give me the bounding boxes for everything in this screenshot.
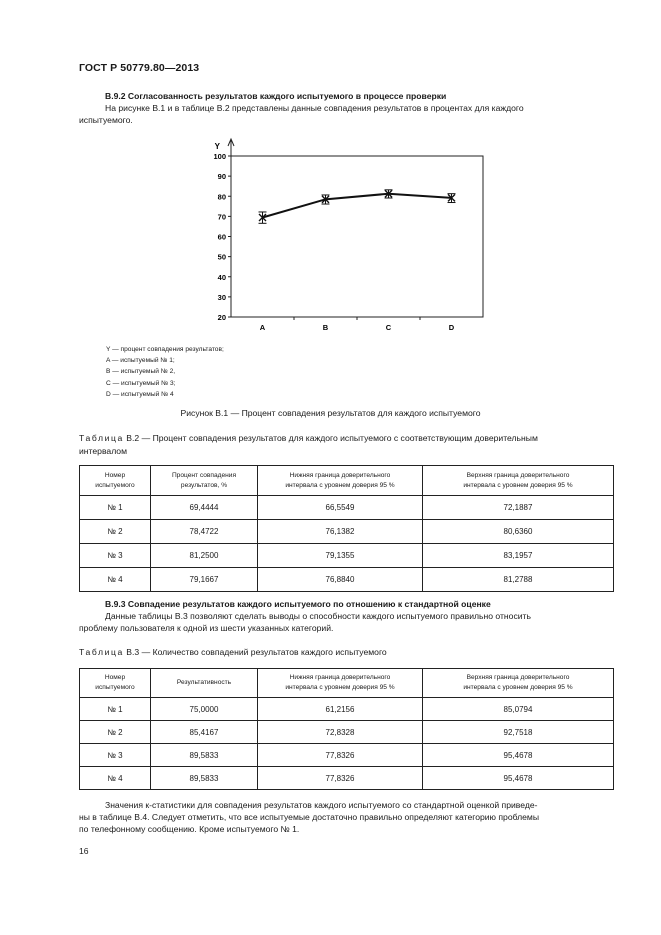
figure-legend bbox=[106, 344, 224, 400]
table-b3-cell: № 2 bbox=[80, 721, 151, 744]
y-tick-label: 40 bbox=[217, 272, 226, 282]
document-header: ГОСТ Р 50779.80—2013 bbox=[79, 62, 200, 74]
table-b3-cell: № 3 bbox=[80, 744, 151, 767]
table-b2-cell: 78,4722 bbox=[151, 520, 258, 544]
table-b3-caption bbox=[79, 646, 387, 659]
table-b3-header-3-line: интервала с уровнем доверия 95 % bbox=[463, 684, 573, 691]
table-b3-cell: 75,0000 bbox=[151, 698, 258, 721]
table-b2-row bbox=[80, 568, 614, 592]
legend-entry-c: C — испытуемый № 3; bbox=[106, 379, 176, 387]
table-b3-cell: 95,4678 bbox=[423, 744, 614, 767]
table-b3-cell: 77,8326 bbox=[258, 744, 423, 767]
series-line bbox=[263, 194, 452, 218]
table-b2-cell: 83,1957 bbox=[423, 544, 614, 568]
table-b2-header-3-line: интервала с уровнем доверия 95 % bbox=[463, 481, 573, 489]
table-b2-row bbox=[80, 544, 614, 568]
y-axis-label: Y bbox=[214, 142, 220, 151]
table-b3-cell: 85,0794 bbox=[423, 698, 614, 721]
table-b2 bbox=[79, 465, 614, 592]
table-b2-caption-line2: интервалом bbox=[79, 445, 127, 456]
page-number: 16 bbox=[79, 846, 89, 856]
table-b3-header-3 bbox=[423, 669, 614, 698]
section-b92-title: В.9.2 Согласованность результатов каждого испытуемого в процессе проверки bbox=[105, 91, 447, 101]
table-b2-cell: № 4 bbox=[80, 568, 151, 592]
table-b2-header-1-line: Процент совпадения bbox=[171, 471, 237, 479]
table-b3-label: Таблица bbox=[79, 647, 124, 657]
section-b93-line2: проблему пользователя к одной из шести указанных категорий. bbox=[79, 623, 334, 633]
table-b2-header-2-line: Нижняя граница доверительного bbox=[289, 471, 391, 479]
table-b3-header-0-line: Номер bbox=[104, 674, 126, 681]
table-b2-cell: № 2 bbox=[80, 520, 151, 544]
table-b3-row bbox=[80, 698, 614, 721]
y-tick-label: 80 bbox=[217, 192, 226, 202]
table-b2-header-3 bbox=[423, 466, 614, 496]
table-b2-cell: № 1 bbox=[80, 496, 151, 520]
x-tick-label: A bbox=[259, 323, 266, 332]
table-b3-cell: 89,5833 bbox=[151, 744, 258, 767]
table-b2-cell: 76,1382 bbox=[258, 520, 423, 544]
table-b3 bbox=[79, 668, 614, 790]
table-b3-header-2 bbox=[258, 669, 423, 698]
chart-y-ticks bbox=[213, 152, 231, 322]
table-b2-row bbox=[80, 496, 614, 520]
table-b3-cell: 92,7518 bbox=[423, 721, 614, 744]
table-b2-cell: 76,8840 bbox=[258, 568, 423, 592]
table-b2-caption bbox=[79, 432, 538, 457]
table-b3-header-3-line: Верхняя граница доверительного bbox=[466, 674, 570, 681]
table-b2-label: Таблица bbox=[79, 433, 124, 443]
table-b2-header-1 bbox=[151, 466, 258, 496]
table-b2-cell: 79,1667 bbox=[151, 568, 258, 592]
closing-line2: ны в таблице В.4. Следует отметить, что все испытуемые достаточно правильно определяют категорию проблемы bbox=[79, 812, 540, 822]
table-b2-cell: № 3 bbox=[80, 544, 151, 568]
table-b2-header-0-line: испытуемого bbox=[95, 481, 135, 489]
table-b3-row bbox=[80, 721, 614, 744]
table-b2-cell: 80,6360 bbox=[423, 520, 614, 544]
table-b3-header-2-line: интервала с уровнем доверия 95 % bbox=[285, 684, 395, 691]
table-b3-cell: № 4 bbox=[80, 767, 151, 790]
table-b3-cell: № 1 bbox=[80, 698, 151, 721]
y-tick-label: 30 bbox=[217, 292, 226, 302]
table-b3-cell: 61,2156 bbox=[258, 698, 423, 721]
section-b92-line1: На рисунке В.1 и в таблице В.2 представлены данные совпадения результатов в процентах для каждого bbox=[105, 103, 524, 113]
table-b3-row bbox=[80, 744, 614, 767]
section-b93-line1: Данные таблицы В.3 позволяют сделать выводы о способности каждого испытуемого правильно относить bbox=[105, 611, 531, 621]
table-b2-cell: 79,1355 bbox=[258, 544, 423, 568]
table-b3-cell: 77,8326 bbox=[258, 767, 423, 790]
table-b2-caption-line1: В.2 — Процент совпадения результатов для каждого испытуемого с соответствующим доверительным bbox=[126, 433, 538, 443]
y-tick-label: 90 bbox=[217, 172, 226, 182]
closing-line1: Значения к-статистики для совпадения результатов каждого испытуемого со стандартной оценкой приведе- bbox=[105, 800, 538, 810]
y-tick-label: 100 bbox=[213, 152, 226, 161]
table-b3-header-0-line: испытуемого bbox=[95, 684, 135, 691]
table-b3-row bbox=[80, 767, 614, 790]
legend-entry-b: B — испытуемый № 2, bbox=[106, 368, 176, 376]
table-b3-header-2-line: Нижняя граница доверительного bbox=[289, 674, 391, 681]
legend-entry-d: D — испытуемый № 4 bbox=[106, 390, 174, 398]
table-b3-caption-text: В.3 — Количество совпадений результатов каждого испытуемого bbox=[126, 647, 387, 657]
table-b2-cell: 81,2788 bbox=[423, 568, 614, 592]
table-b2-cell: 69,4444 bbox=[151, 496, 258, 520]
table-b2-header-1-line: результатов, % bbox=[180, 481, 228, 489]
y-tick-label: 50 bbox=[217, 252, 226, 262]
table-b2-cell: 72,1887 bbox=[423, 496, 614, 520]
plot-frame bbox=[231, 156, 483, 317]
closing-line3: по телефонному сообщению. Кроме испытуемого № 1. bbox=[79, 824, 300, 834]
table-b2-cell: 66,5549 bbox=[258, 496, 423, 520]
table-b2-header-0 bbox=[80, 466, 151, 496]
chart-axes bbox=[215, 139, 483, 317]
figure-b1-chart bbox=[100, 136, 500, 336]
chart-x-ticks bbox=[260, 317, 455, 332]
table-b3-header-row bbox=[80, 669, 614, 698]
table-b2-cell: 81,2500 bbox=[151, 544, 258, 568]
x-tick-label: C bbox=[385, 323, 392, 332]
table-b3-header-0 bbox=[80, 669, 151, 698]
table-b3-cell: 72,8328 bbox=[258, 721, 423, 744]
legend-entry-a: A — испытуемый № 1; bbox=[106, 357, 175, 365]
table-b3-header-1-line: Результативность bbox=[176, 679, 232, 686]
section-b92-line2: испытуемого. bbox=[79, 115, 133, 125]
table-b3-cell: 89,5833 bbox=[151, 767, 258, 790]
x-tick-label: D bbox=[448, 323, 455, 332]
table-b2-header-row bbox=[80, 466, 614, 496]
table-b2-header-2-line: интервала с уровнем доверия 95 % bbox=[285, 481, 395, 489]
figure-caption: Рисунок В.1 — Процент совпадения результатов для каждого испытуемого bbox=[180, 408, 481, 418]
section-b93-title: В.9.3 Совпадение результатов каждого испытуемого по отношению к стандартной оценке bbox=[105, 599, 491, 609]
table-b3-cell: 95,4678 bbox=[423, 767, 614, 790]
legend-entry-y: Y — процент совпадения результатов; bbox=[106, 346, 224, 353]
y-tick-label: 20 bbox=[217, 313, 226, 322]
table-b3-cell: 85,4167 bbox=[151, 721, 258, 744]
y-tick-label: 70 bbox=[217, 212, 226, 222]
x-tick-label: B bbox=[322, 323, 329, 332]
table-b3-header-1 bbox=[151, 669, 258, 698]
y-tick-label: 60 bbox=[217, 232, 226, 242]
chart-series bbox=[259, 190, 456, 223]
table-b2-header-2 bbox=[258, 466, 423, 496]
table-b2-header-3-line: Верхняя граница доверительного bbox=[466, 471, 570, 479]
table-b2-header-0-line: Номер bbox=[104, 471, 126, 479]
table-b2-row bbox=[80, 520, 614, 544]
